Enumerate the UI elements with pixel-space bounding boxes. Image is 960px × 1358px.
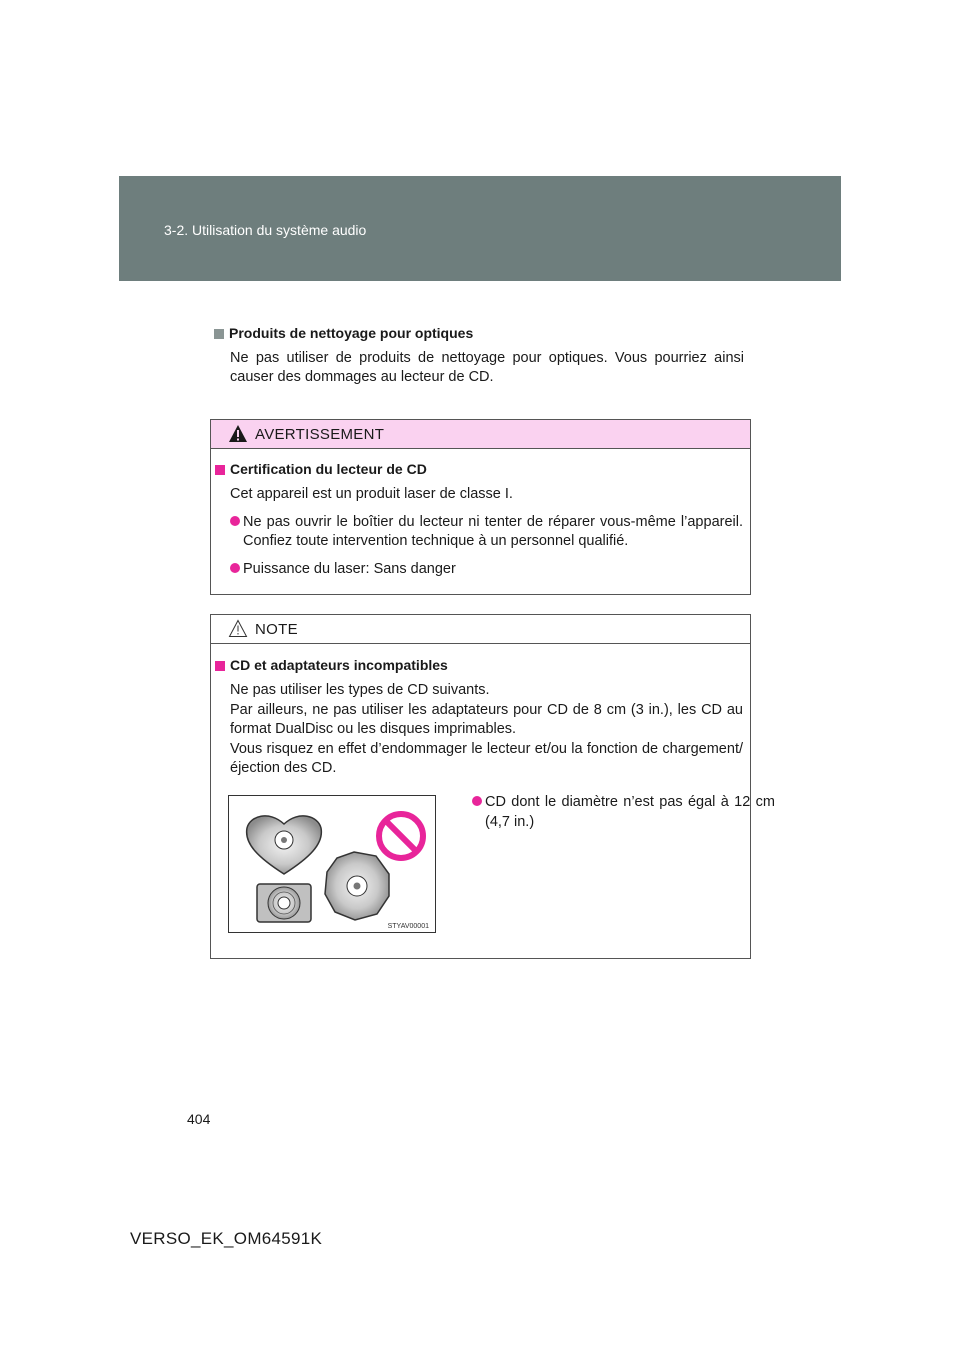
section-body: Ne pas utiliser de produits de nettoyage pour optiques. Vous pourriez ainsi causer des dommages au lecteur de CD. (230, 350, 744, 385)
note-title: NOTE (255, 621, 298, 638)
warning-item: Ne pas ouvrir le boîtier du lecteur ni tenter de réparer vous-même l’appareil. Confiez toute intervention technique à un personnel qualifié. (230, 513, 743, 552)
document-code: VERSO_EK_OM64591K (130, 1229, 323, 1248)
caution-triangle-icon (228, 619, 248, 638)
header-band (119, 176, 841, 281)
note-item: CD dont le diamètre n’est pas égal à 12 cm (4,7 in.) (472, 793, 775, 832)
section-heading: Produits de nettoyage pour optiques (214, 325, 744, 341)
section-title: 3-2. Utilisation du système audio (164, 222, 367, 238)
warning-text: Cet appareil est un produit laser de classe I. (230, 486, 513, 502)
illustration-code: STYAV00001 (387, 923, 429, 930)
page-number: 404 (187, 1111, 211, 1127)
warning-content (215, 461, 743, 579)
square-bullet-icon (215, 465, 225, 475)
warning-box (210, 419, 751, 595)
incompatible-discs-image (229, 796, 435, 932)
warning-triangle-icon (228, 424, 248, 443)
note-heading: CD et adaptateurs incompatibles (215, 657, 743, 673)
note-line: Ne pas utiliser les types de CD suivants. (230, 682, 490, 698)
note-line: Par ailleurs, ne pas utiliser les adaptateurs pour CD de 8 cm (3 in.), les CD au format DualDisc ou les disques imprimables. (230, 701, 743, 737)
note-content (215, 657, 743, 779)
warning-header (211, 420, 750, 449)
square-bullet-icon (215, 661, 225, 671)
warning-title: AVERTISSEMENT (255, 426, 385, 443)
incompatible-disc-illustration (228, 795, 436, 933)
round-bullet-icon (230, 563, 240, 573)
warning-item: Puissance du laser: Sans danger (230, 560, 743, 580)
note-box (210, 614, 775, 959)
note-line: Vous risquez en effet d’endommager le lecteur et/ou la fonction de chargement/éjection des CD. (230, 740, 743, 776)
square-bullet-icon (214, 329, 224, 339)
round-bullet-icon (230, 516, 240, 526)
note-header (211, 615, 750, 644)
round-bullet-icon (472, 796, 482, 806)
warning-heading: Certification du lecteur de CD (215, 461, 743, 477)
cleaning-section (214, 325, 744, 387)
